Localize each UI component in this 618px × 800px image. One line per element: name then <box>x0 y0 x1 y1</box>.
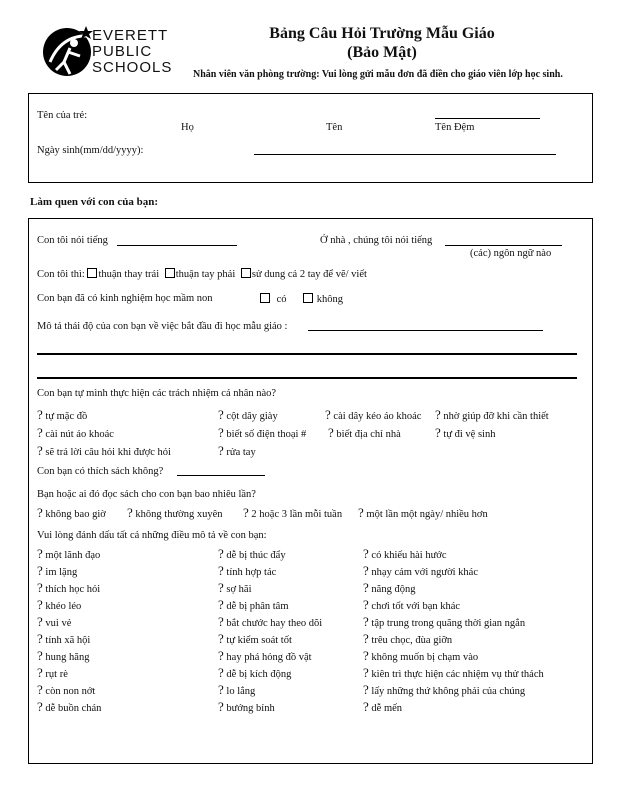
child-language-label: Con tôi nói tiếng <box>37 235 108 246</box>
attitude-field-1[interactable] <box>308 330 543 331</box>
trait-mark[interactable]: ? <box>363 665 369 680</box>
logo-text-everett: EVERETT <box>92 27 169 44</box>
trait-item[interactable] <box>218 632 292 647</box>
section-title: Làm quen với con của bạn: <box>30 196 159 208</box>
trait-label: bắt chước hay theo dõi <box>226 618 323 629</box>
trait-item[interactable] <box>37 547 100 562</box>
trait-mark[interactable]: ? <box>218 699 224 714</box>
trait-mark[interactable]: ? <box>218 682 224 697</box>
trait-label: hay phá hỏng đồ vật <box>226 652 312 663</box>
trait-item[interactable] <box>363 547 447 562</box>
trait-mark[interactable]: ? <box>37 597 43 612</box>
trait-mark[interactable]: ? <box>37 614 43 629</box>
left-handed-label: thuận thay trái <box>98 269 160 280</box>
trait-item[interactable] <box>363 598 460 613</box>
handedness-row <box>37 268 367 281</box>
trait-item[interactable] <box>363 581 415 596</box>
trait-mark[interactable]: ? <box>363 699 369 714</box>
trait-label: hung hăng <box>45 652 90 663</box>
trait-item[interactable] <box>37 632 90 647</box>
trait-item[interactable] <box>363 700 402 715</box>
read-frequency-option[interactable]: ? một lần một ngày/ nhiều hơn <box>358 505 488 520</box>
trait-item[interactable] <box>37 564 77 579</box>
trait-label: thích học hỏi <box>45 584 101 595</box>
trait-mark[interactable]: ? <box>363 648 369 663</box>
trait-item[interactable] <box>37 666 68 681</box>
trait-item[interactable] <box>363 683 525 698</box>
trait-item[interactable] <box>363 666 544 681</box>
form-title: Bảng Câu Hỏi Trường Mẫu Giáo <box>269 25 495 42</box>
trait-mark[interactable]: ? <box>37 546 43 561</box>
trait-mark[interactable]: ? <box>218 614 224 629</box>
trait-label: im lặng <box>45 567 78 578</box>
trait-item[interactable] <box>218 564 276 579</box>
trait-item[interactable] <box>363 632 452 647</box>
left-handed-checkbox[interactable] <box>87 268 97 278</box>
resp-item[interactable]: ? cài dây kéo áo khoác <box>325 407 422 422</box>
trait-mark[interactable]: ? <box>218 597 224 612</box>
trait-item[interactable] <box>218 547 286 562</box>
right-handed-label: thuận tay phải <box>175 269 236 280</box>
trait-item[interactable] <box>363 649 478 664</box>
home-language-note: (các) ngôn ngữ nào <box>470 248 552 259</box>
trait-item[interactable] <box>363 615 525 630</box>
read-frequency-option[interactable]: ? không thường xuyên <box>127 505 223 520</box>
trait-mark[interactable]: ? <box>37 580 43 595</box>
preschool-no-checkbox[interactable] <box>303 293 313 303</box>
trait-label: dễ buồn chán <box>45 703 102 714</box>
trait-mark[interactable]: ? <box>218 631 224 646</box>
trait-label: dễ mến <box>371 703 403 714</box>
trait-mark[interactable]: ? <box>363 614 369 629</box>
trait-label: tính hợp tác <box>226 567 277 578</box>
preschool-yes-checkbox[interactable] <box>260 293 270 303</box>
preschool-options <box>260 293 343 306</box>
trait-mark[interactable]: ? <box>37 699 43 714</box>
trait-mark[interactable]: ? <box>37 563 43 578</box>
child-info-panel <box>28 93 593 183</box>
home-language-field[interactable] <box>445 245 562 246</box>
child-language-field[interactable] <box>117 245 237 246</box>
trait-label: tính xã hội <box>45 635 91 646</box>
trait-item[interactable] <box>218 615 322 630</box>
middle-name-label: Tên Đệm <box>435 122 475 133</box>
attitude-field-2[interactable] <box>37 353 577 355</box>
trait-item[interactable] <box>37 598 81 613</box>
trait-item[interactable] <box>218 598 289 613</box>
resp-item[interactable]: ? sẽ trả lời câu hỏi khi được hỏi <box>37 443 171 458</box>
home-language-label: Ở nhà , chúng tôi nói tiếng <box>320 235 433 246</box>
trait-mark[interactable]: ? <box>218 563 224 578</box>
trait-mark[interactable]: ? <box>37 682 43 697</box>
read-frequency-label: Bạn hoặc ai đó đọc sách cho con bạn bao nhiêu lần? <box>37 489 256 500</box>
trait-label: lo lắng <box>226 686 256 697</box>
trait-label: năng động <box>371 584 416 595</box>
trait-item[interactable] <box>37 649 89 664</box>
trait-label: tự kiểm soát tốt <box>226 635 292 646</box>
trait-label: một lãnh đạo <box>45 550 101 561</box>
trait-label: vui vẻ <box>45 618 72 629</box>
attitude-label: Mô tả thái độ của con bạn về việc bắt đầu đi học mẫu giáo : <box>37 321 288 332</box>
trait-label: lấy những thứ không phải của chúng <box>371 686 526 697</box>
resp-item[interactable]: ? tự đi vệ sinh <box>435 425 496 440</box>
trait-label: bướng bỉnh <box>226 703 275 714</box>
preschool-no-label: không <box>316 294 344 305</box>
resp-item[interactable]: ? cài nút áo khoác <box>37 425 114 440</box>
likes-books-label: Con bạn có thích sách không? <box>37 466 164 477</box>
logo-text-public: PUBLIC <box>92 43 153 60</box>
trait-mark[interactable]: ? <box>363 597 369 612</box>
preschool-label: Con bạn đã có kinh nghiệm học mầm non <box>37 293 213 304</box>
resp-item[interactable]: ? cột dây giày <box>218 407 278 422</box>
right-handed-checkbox[interactable] <box>165 268 175 278</box>
resp-item[interactable]: ? rửa tay <box>218 443 256 458</box>
trait-label: tập trung trong quãng thời gian ngắn <box>371 618 526 629</box>
preschool-yes-label: có <box>276 294 287 305</box>
traits-label: Vui lòng đánh dấu tất cả những điều mô tả về con bạn: <box>37 530 267 541</box>
trait-label: nhạy cảm với người khác <box>371 567 479 578</box>
dob-field[interactable] <box>254 154 556 155</box>
logo-text-schools: SCHOOLS <box>92 59 173 76</box>
trait-label: dễ bị thúc đẩy <box>226 550 286 561</box>
responsibilities-label: Con bạn tự mình thực hiện các trách nhiệm cá nhân nào? <box>37 388 277 399</box>
resp-item[interactable]: ? nhờ giúp đỡ khi cần thiết <box>435 407 549 422</box>
trait-label: rụt rè <box>45 669 68 680</box>
trait-label: còn non nớt <box>45 686 96 697</box>
trait-label: không muốn bị chạm vào <box>371 652 479 663</box>
trait-item[interactable] <box>218 683 255 698</box>
district-logo <box>40 22 175 80</box>
trait-label: khéo léo <box>45 601 82 612</box>
trait-item[interactable] <box>218 666 291 681</box>
trait-item[interactable] <box>363 564 478 579</box>
read-frequency-option[interactable]: ? không bao giờ <box>37 505 106 520</box>
handedness-label: Con tôi thì: <box>37 269 85 280</box>
trait-item[interactable] <box>37 615 71 630</box>
form-subtitle: (Bảo Mật) <box>347 44 417 61</box>
ambidextrous-checkbox[interactable] <box>241 268 251 278</box>
trait-item[interactable] <box>37 700 101 715</box>
trait-item[interactable] <box>37 683 95 698</box>
trait-label: dễ bị phân tâm <box>226 601 289 612</box>
trait-item[interactable] <box>37 581 100 596</box>
resp-item[interactable]: ? biết địa chỉ nhà <box>328 425 401 440</box>
trait-mark[interactable]: ? <box>218 580 224 595</box>
trait-mark[interactable]: ? <box>363 563 369 578</box>
trait-label: trêu chọc, đùa giỡn <box>371 635 453 646</box>
trait-item[interactable] <box>218 700 275 715</box>
trait-mark[interactable]: ? <box>218 665 224 680</box>
trait-mark[interactable]: ? <box>218 648 224 663</box>
resp-item[interactable]: ? tự mặc đồ <box>37 407 88 422</box>
middle-name-field[interactable] <box>435 118 540 119</box>
trait-mark[interactable]: ? <box>218 546 224 561</box>
office-note: Nhân viên văn phòng trường: Vui lòng gửi mẫu đơn đã điền cho giáo viên lớp học sinh. <box>193 69 563 80</box>
trait-label: có khiếu hài hước <box>371 550 447 561</box>
logo-figure-icon <box>40 22 98 80</box>
child-name-label: Tên của trẻ: <box>37 110 88 121</box>
likes-books-field[interactable] <box>177 475 265 476</box>
read-frequency-option[interactable]: ? 2 hoặc 3 lần mỗi tuần <box>243 505 343 520</box>
last-name-label: Họ <box>181 122 194 133</box>
trait-label: sợ hãi <box>226 584 252 595</box>
trait-label: dễ bị kích động <box>226 669 292 680</box>
trait-mark[interactable]: ? <box>37 631 43 646</box>
trait-mark[interactable]: ? <box>363 682 369 697</box>
trait-mark[interactable]: ? <box>363 580 369 595</box>
trait-mark[interactable]: ? <box>37 665 43 680</box>
ambidextrous-label: sử dung cả 2 tay để vẽ/ viết <box>251 269 367 280</box>
dob-label: Ngày sinh(mm/dd/yyyy): <box>37 145 144 156</box>
trait-mark[interactable]: ? <box>363 546 369 561</box>
resp-item[interactable]: ? biết số điện thoại # <box>218 425 307 440</box>
trait-label: chơi tốt với bạn khác <box>371 601 461 612</box>
trait-item[interactable] <box>218 649 312 664</box>
attitude-field-3[interactable] <box>37 377 577 379</box>
trait-item[interactable] <box>218 581 252 596</box>
trait-label: kiên trì thực hiện các nhiệm vụ thử thách <box>371 669 544 680</box>
trait-mark[interactable]: ? <box>37 648 43 663</box>
trait-mark[interactable]: ? <box>363 631 369 646</box>
first-name-label: Tên <box>326 122 343 133</box>
